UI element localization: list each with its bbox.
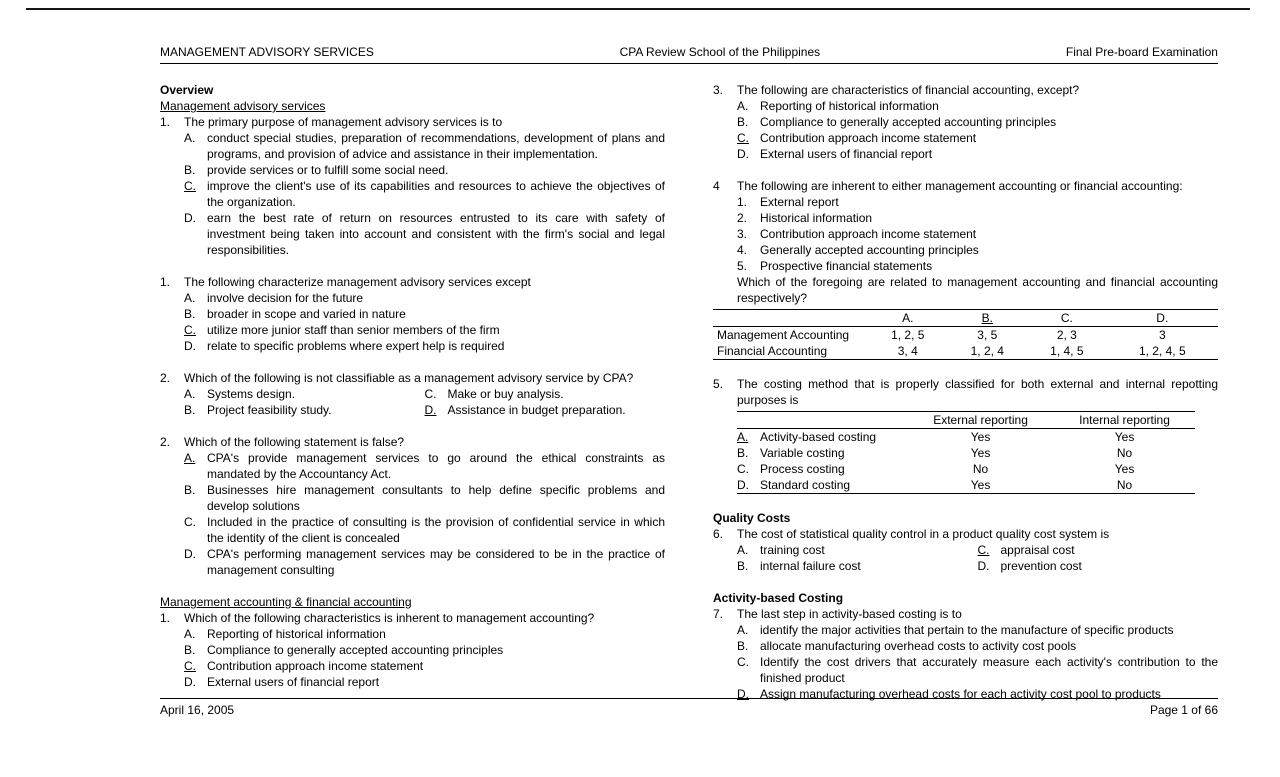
table-header-cell: External reporting bbox=[907, 412, 1054, 429]
answer-option-letter bbox=[184, 450, 207, 466]
answer-option bbox=[184, 450, 665, 482]
answer-option-pair-cell bbox=[978, 542, 1219, 558]
answer-option-letter-text: C. bbox=[737, 131, 749, 145]
table-row-label: Financial Accounting bbox=[717, 344, 828, 358]
answer-option-letter bbox=[184, 210, 207, 226]
table-header-letter: D. bbox=[1156, 311, 1169, 325]
answer-option-letter bbox=[184, 130, 207, 146]
question-stem: The cost of statistical quality control in a product quality cost system is bbox=[737, 527, 1110, 541]
answer-option-letter-text: B. bbox=[184, 643, 196, 657]
answer-option-letter-text: C. bbox=[184, 323, 196, 337]
question-stem: The following are inherent to either management accounting or financial accounting: bbox=[737, 179, 1183, 193]
question bbox=[160, 114, 665, 258]
answer-option-letter-text: A. bbox=[737, 99, 749, 113]
table-row bbox=[713, 343, 1218, 360]
table-option bbox=[737, 461, 907, 477]
section-subheading: Management accounting & financial accounting bbox=[160, 595, 412, 609]
answer-option-letter-text: C. bbox=[184, 179, 196, 193]
answer-option-letter-text: D. bbox=[184, 339, 196, 353]
section-subheading: Management advisory services bbox=[160, 99, 326, 113]
question-body bbox=[184, 370, 665, 418]
table-header-letter: B. bbox=[981, 311, 993, 325]
answer-option-text: Assign manufacturing overhead costs for each activity cost pool to products bbox=[760, 687, 1161, 701]
answer-option-pair-cell bbox=[184, 402, 425, 418]
answer-option-text: allocate manufacturing overhead costs to activity cost pools bbox=[760, 639, 1077, 653]
answer-option-text: provide services or to fulfill some social need. bbox=[207, 163, 449, 177]
table-row bbox=[737, 429, 1195, 446]
answer-option-text: earn the best rate of return on resources entrusted to its care with safety of investment being taken into account and consistent with the firm's social and legal responsibilities. bbox=[207, 211, 665, 257]
answer-option-letter bbox=[184, 642, 207, 658]
question-number: 1. bbox=[160, 115, 171, 129]
table-cell: No bbox=[972, 462, 989, 476]
table-header-cell bbox=[1027, 310, 1107, 327]
answer-option-letter-text: D. bbox=[424, 403, 437, 417]
answer-option-letter-text: B. bbox=[184, 483, 196, 497]
answer-option-pair bbox=[184, 386, 665, 402]
answer-option-text: appraisal cost bbox=[1000, 543, 1075, 557]
answer-option bbox=[184, 546, 665, 578]
answer-option-letter-text: B. bbox=[184, 163, 196, 177]
answer-option-letter-text: A. bbox=[184, 131, 196, 145]
table-cell: Yes bbox=[970, 430, 991, 444]
answer-option-pair-cell bbox=[425, 402, 666, 418]
document-body bbox=[160, 82, 1218, 718]
answer-option bbox=[184, 386, 425, 402]
table-body bbox=[737, 429, 1195, 494]
answer-option-letter bbox=[184, 338, 207, 354]
table-header-letter: C. bbox=[1060, 311, 1073, 325]
answer-option-text: relate to specific problems where expert help is required bbox=[207, 339, 505, 353]
question bbox=[713, 526, 1218, 574]
answer-option-pair-cell bbox=[737, 542, 978, 558]
answer-option-text: Project feasibility study. bbox=[207, 403, 332, 417]
answer-option-letter bbox=[737, 638, 760, 654]
table-option-label bbox=[737, 445, 907, 461]
answer-option-letter bbox=[184, 514, 207, 530]
table-option-label bbox=[737, 429, 907, 446]
answer-option-letter bbox=[737, 558, 760, 574]
page-header bbox=[160, 44, 1218, 64]
answer-option bbox=[184, 674, 665, 690]
answer-option-letter bbox=[737, 146, 760, 162]
answer-option-text: training cost bbox=[760, 543, 825, 557]
numbered-list-item bbox=[737, 210, 1218, 226]
answer-option-letter bbox=[978, 558, 1001, 574]
answer-option bbox=[978, 558, 1219, 574]
table-row bbox=[737, 445, 1195, 461]
table-option-text: Variable costing bbox=[760, 446, 845, 460]
answer-option bbox=[737, 638, 1218, 654]
table-body bbox=[713, 327, 1218, 360]
question-stem: The primary purpose of management advisory services is to bbox=[184, 115, 503, 129]
answer-option-letter-text: C. bbox=[184, 515, 196, 529]
page-footer bbox=[160, 698, 1218, 718]
answer-option-letter bbox=[737, 542, 760, 558]
question bbox=[713, 376, 1218, 494]
answer-option-letter-text: A. bbox=[184, 387, 196, 401]
answer-option-letter bbox=[184, 322, 207, 338]
costing-classification-table bbox=[737, 411, 1195, 494]
answer-option-letter bbox=[737, 130, 760, 146]
answer-option bbox=[184, 482, 665, 514]
question-continuation: Which of the foregoing are related to management accounting and financial accounting respectively? bbox=[737, 275, 1218, 305]
answer-option-pair bbox=[737, 558, 1218, 574]
table-option-text: Process costing bbox=[760, 462, 845, 476]
question-body bbox=[184, 610, 665, 690]
table-header-cell bbox=[948, 310, 1028, 327]
answer-option-text: Identify the cost drivers that accurately measure each activity's contribution to the finished product bbox=[760, 655, 1218, 685]
header-subject-title: MANAGEMENT ADVISORY SERVICES bbox=[160, 45, 374, 59]
numbered-list-item-letter-text: 1. bbox=[737, 195, 748, 209]
question-body bbox=[184, 274, 665, 354]
answer-option-letter-text: B. bbox=[737, 559, 749, 573]
numbered-list-item-text: Generally accepted accounting principles bbox=[760, 243, 979, 257]
table-cell: 3 bbox=[1158, 328, 1166, 342]
question-number: 5. bbox=[713, 377, 724, 391]
answer-option-letter-text: A. bbox=[184, 451, 196, 465]
table-cell: 1, 2, 5 bbox=[891, 328, 925, 342]
answer-option-letter bbox=[184, 290, 207, 306]
table-head bbox=[713, 310, 1218, 327]
table-cell: No bbox=[1116, 478, 1133, 492]
answer-option bbox=[184, 642, 665, 658]
answer-option-letter bbox=[737, 98, 760, 114]
answer-option-letter-text: C. bbox=[424, 387, 437, 401]
question bbox=[160, 610, 665, 690]
answer-option-pair-cell bbox=[425, 386, 666, 402]
answer-option-letter bbox=[184, 658, 207, 674]
footer-page-number: Page 1 of 66 bbox=[1149, 703, 1218, 717]
answer-option-letter-text: B. bbox=[184, 307, 196, 321]
table-option-label bbox=[737, 477, 907, 494]
numbered-list-item bbox=[737, 258, 1218, 274]
table-option-text: Activity-based costing bbox=[760, 430, 877, 444]
section-heading: Activity-based Costing bbox=[713, 591, 844, 605]
table-header-row bbox=[713, 310, 1218, 327]
answer-option-letter-text: A. bbox=[737, 543, 749, 557]
answer-option-letter-text: C. bbox=[737, 655, 749, 669]
question bbox=[713, 82, 1218, 162]
question bbox=[713, 606, 1218, 702]
numbered-list-item bbox=[737, 194, 1218, 210]
answer-option-pair-cell bbox=[978, 558, 1219, 574]
numbered-list-item-letter-text: 2. bbox=[737, 211, 748, 225]
answer-option-letter bbox=[184, 546, 207, 562]
section-heading: Quality Costs bbox=[713, 511, 791, 525]
numbered-list-item-text: Prospective financial statements bbox=[760, 259, 933, 273]
answer-option-text: Reporting of historical information bbox=[760, 99, 939, 113]
question-number: 4 bbox=[713, 179, 720, 193]
question-number: 1. bbox=[160, 275, 171, 289]
answer-option bbox=[184, 290, 665, 306]
answer-option bbox=[184, 178, 665, 210]
answer-option bbox=[737, 98, 1218, 114]
table-option-letter bbox=[737, 445, 760, 461]
answer-option-letter bbox=[184, 674, 207, 690]
answer-option bbox=[737, 114, 1218, 130]
answer-option-text: Compliance to generally accepted accounting principles bbox=[207, 643, 504, 657]
answer-option-letter bbox=[737, 622, 760, 638]
numbered-list-item-letter bbox=[737, 194, 760, 210]
answer-option-text: Reporting of historical information bbox=[207, 627, 386, 641]
table-row bbox=[737, 461, 1195, 477]
answer-option-text: Assistance in budget preparation. bbox=[447, 403, 626, 417]
table-row-label: Management Accounting bbox=[717, 328, 850, 342]
answer-option-letter bbox=[737, 114, 760, 130]
table-option bbox=[737, 445, 907, 461]
answer-option-text: improve the client's use of its capabilities and resources to achieve the objectives of the organization. bbox=[207, 179, 665, 209]
numbered-list-item-letter-text: 4. bbox=[737, 243, 748, 257]
table-cell: Yes bbox=[970, 478, 991, 492]
table-corner-cell bbox=[713, 310, 868, 327]
answer-option-letter bbox=[184, 162, 207, 178]
table-cell: Yes bbox=[1114, 430, 1135, 444]
table-option-letter-text: B. bbox=[737, 446, 749, 460]
answer-option-letter bbox=[425, 386, 448, 402]
question-number: 7. bbox=[713, 607, 724, 621]
question-body bbox=[737, 82, 1218, 162]
question-body bbox=[184, 434, 665, 578]
answer-option bbox=[425, 402, 666, 418]
answer-option-letter-text: D. bbox=[184, 675, 196, 689]
table-option-letter-text: D. bbox=[737, 478, 749, 492]
answer-option-text: External users of financial report bbox=[760, 147, 933, 161]
table-header-cell bbox=[868, 310, 948, 327]
answer-option-pair-cell bbox=[737, 558, 978, 574]
answer-option bbox=[184, 306, 665, 322]
question-number: 2. bbox=[160, 435, 171, 449]
numbered-list-item-letter-text: 3. bbox=[737, 227, 748, 241]
question-body bbox=[737, 376, 1218, 494]
question-number: 1. bbox=[160, 611, 171, 625]
table-option-letter bbox=[737, 461, 760, 477]
answer-option-text: Businesses hire management consultants to help define specific problems and develop solutions bbox=[207, 483, 665, 513]
table-cell: Yes bbox=[970, 446, 991, 460]
answer-option-text: Systems design. bbox=[207, 387, 296, 401]
answer-option-text: identify the major activities that pertain to the manufacture of specific products bbox=[760, 623, 1174, 637]
answer-option-letter bbox=[184, 402, 207, 418]
answer-option-text: External users of financial report bbox=[207, 675, 380, 689]
table-cell: 1, 2, 4 bbox=[970, 344, 1004, 358]
answer-option-letter bbox=[978, 542, 1001, 558]
answer-option bbox=[737, 622, 1218, 638]
answer-option bbox=[737, 654, 1218, 686]
question-stem: The following are characteristics of financial accounting, except? bbox=[737, 83, 1080, 97]
matching-answer-table bbox=[713, 309, 1218, 360]
answer-option bbox=[184, 338, 665, 354]
question-body bbox=[737, 526, 1218, 574]
question-stem: The following characterize management advisory services except bbox=[184, 275, 531, 289]
table-option-label bbox=[737, 461, 907, 477]
question-body bbox=[737, 606, 1218, 702]
table-option-letter-text: A. bbox=[737, 430, 749, 444]
table-row bbox=[713, 327, 1218, 344]
answer-option-pair bbox=[737, 542, 1218, 558]
answer-option bbox=[737, 558, 978, 574]
answer-option-letter bbox=[184, 626, 207, 642]
table-cell: 1, 2, 4, 5 bbox=[1138, 344, 1186, 358]
question-stem: Which of the following is not classifiable as a management advisory service by CPA? bbox=[184, 371, 634, 385]
answer-option-pair bbox=[184, 402, 665, 418]
answer-option bbox=[184, 402, 425, 418]
footer-date: April 16, 2005 bbox=[160, 703, 235, 717]
answer-option-letter-text: D. bbox=[737, 687, 749, 701]
right-column bbox=[713, 82, 1218, 718]
header-exam-title: Final Pre-board Examination bbox=[1065, 45, 1218, 59]
table-cell: No bbox=[1116, 446, 1133, 460]
answer-option bbox=[184, 514, 665, 546]
numbered-list-item-letter bbox=[737, 226, 760, 242]
numbered-list-item-letter bbox=[737, 242, 760, 258]
answer-option-text: Contribution approach income statement bbox=[207, 659, 424, 673]
numbered-list-item-text: Historical information bbox=[760, 211, 873, 225]
table-header-cell: Internal reporting bbox=[1054, 412, 1195, 429]
table-cell: Yes bbox=[1114, 462, 1135, 476]
table-cell: 2, 3 bbox=[1056, 328, 1077, 342]
question-stem: The costing method that is properly classified for both external and internal repotting purposes is bbox=[737, 377, 1218, 407]
answer-option bbox=[737, 542, 978, 558]
answer-option-pair-cell bbox=[184, 386, 425, 402]
answer-option-text: CPA's provide management services to go around the ethical constraints as mandated by the Accountancy Act. bbox=[207, 451, 665, 481]
answer-option-text: utilize more junior staff than senior members of the firm bbox=[207, 323, 500, 337]
answer-option-letter-text: D. bbox=[977, 559, 990, 573]
table-head bbox=[737, 412, 1195, 429]
question-stem: The last step in activity-based costing is to bbox=[737, 607, 962, 621]
table-option-text: Standard costing bbox=[760, 478, 851, 492]
answer-option-letter bbox=[184, 386, 207, 402]
question-body bbox=[717, 178, 1218, 360]
question bbox=[160, 434, 665, 578]
question bbox=[160, 370, 665, 418]
answer-option-text: involve decision for the future bbox=[207, 291, 364, 305]
answer-option-letter bbox=[184, 482, 207, 498]
answer-option-text: Contribution approach income statement bbox=[760, 131, 977, 145]
answer-option-letter-text: B. bbox=[184, 403, 196, 417]
left-column bbox=[160, 82, 665, 718]
answer-option-text: prevention cost bbox=[1000, 559, 1082, 573]
answer-option bbox=[184, 162, 665, 178]
answer-option bbox=[184, 658, 665, 674]
answer-option-letter-text: D. bbox=[184, 547, 196, 561]
question bbox=[713, 178, 1218, 360]
table-cell: 3, 5 bbox=[977, 328, 998, 342]
table-option bbox=[737, 477, 907, 493]
answer-option-letter-text: C. bbox=[977, 543, 990, 557]
answer-option bbox=[425, 386, 666, 402]
question-body bbox=[184, 114, 665, 258]
answer-option-text: broader in scope and varied in nature bbox=[207, 307, 406, 321]
numbered-list-item-text: Contribution approach income statement bbox=[760, 227, 977, 241]
question-number: 6. bbox=[713, 527, 724, 541]
table-cell: 3, 4 bbox=[897, 344, 918, 358]
answer-option-letter bbox=[425, 402, 448, 418]
answer-option bbox=[978, 542, 1219, 558]
table-cell: 1, 4, 5 bbox=[1050, 344, 1084, 358]
table-header-cell bbox=[1107, 310, 1218, 327]
section-heading: Overview bbox=[160, 83, 214, 97]
answer-option-letter bbox=[184, 178, 207, 194]
answer-option-letter-text: D. bbox=[737, 147, 749, 161]
table-option-letter-text: C. bbox=[737, 462, 749, 476]
table-corner-cell bbox=[737, 412, 907, 429]
numbered-list-item bbox=[737, 242, 1218, 258]
table-option-letter bbox=[737, 429, 760, 445]
answer-option-letter-text: B. bbox=[737, 639, 749, 653]
answer-option-letter bbox=[184, 306, 207, 322]
numbered-list-item-letter bbox=[737, 258, 760, 274]
answer-option-text: Make or buy analysis. bbox=[447, 387, 564, 401]
answer-option-text: Included in the practice of consulting is the provision of confidential service in which the identity of the client is concealed bbox=[207, 515, 665, 545]
answer-option bbox=[184, 322, 665, 338]
answer-option-letter-text: A. bbox=[184, 291, 196, 305]
answer-option-text: conduct special studies, preparation of recommendations, development of plans and programs, and provision of advice and assistance in their implementation. bbox=[207, 131, 665, 161]
question-number: 3. bbox=[713, 83, 724, 97]
numbered-list-item bbox=[737, 226, 1218, 242]
table-header-letter: A. bbox=[902, 311, 914, 325]
answer-option-letter-text: A. bbox=[737, 623, 749, 637]
numbered-list-item-text: External report bbox=[760, 195, 839, 209]
answer-option-text: Compliance to generally accepted accounting principles bbox=[760, 115, 1057, 129]
question-stem: Which of the following characteristics is inherent to management accounting? bbox=[184, 611, 595, 625]
answer-option bbox=[184, 210, 665, 258]
answer-option-letter-text: A. bbox=[184, 627, 196, 641]
answer-option-text: internal failure cost bbox=[760, 559, 861, 573]
numbered-list-item-letter bbox=[737, 210, 760, 226]
numbered-list-item-letter-text: 5. bbox=[737, 259, 748, 273]
header-school-name: CPA Review School of the Philippines bbox=[619, 45, 821, 59]
table-header-row bbox=[737, 412, 1195, 429]
answer-option bbox=[184, 130, 665, 162]
answer-option-letter-text: B. bbox=[737, 115, 749, 129]
answer-option-text: CPA's performing management services may be considered to be in the practice of management consulting bbox=[207, 547, 665, 577]
answer-option-letter-text: D. bbox=[184, 211, 196, 225]
answer-option bbox=[737, 130, 1218, 146]
table-option-letter bbox=[737, 477, 760, 493]
question-number: 2. bbox=[160, 371, 171, 385]
answer-option-letter bbox=[737, 654, 760, 670]
answer-option-letter-text: C. bbox=[184, 659, 196, 673]
table-option bbox=[737, 429, 907, 445]
question bbox=[160, 274, 665, 354]
answer-option bbox=[184, 626, 665, 642]
question-stem: Which of the following statement is false? bbox=[184, 435, 405, 449]
answer-option bbox=[737, 146, 1218, 162]
table-row bbox=[737, 477, 1195, 494]
scan-artifact-line bbox=[26, 8, 1250, 10]
